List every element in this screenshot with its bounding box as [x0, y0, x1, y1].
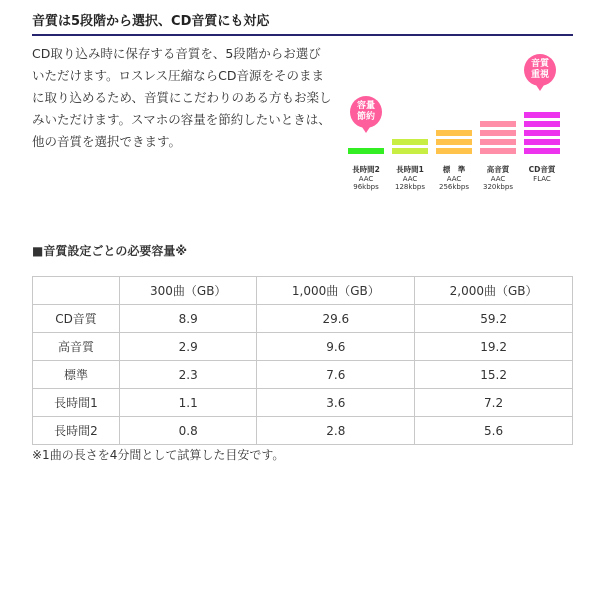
table-row — [33, 417, 573, 445]
table-cell: 8.9 — [120, 305, 257, 333]
table-header-row — [33, 277, 573, 305]
level-bar — [524, 148, 560, 154]
table-cell: 2.9 — [120, 333, 257, 361]
level-bar-stack — [348, 145, 384, 154]
level-label — [522, 166, 562, 183]
level-label — [478, 166, 518, 191]
table-row-label: 長時間2 — [33, 417, 120, 445]
level-bar — [524, 112, 560, 118]
table-row — [33, 333, 573, 361]
level-bar — [524, 121, 560, 127]
table-cell: 2.8 — [257, 417, 415, 445]
footnote: ※1曲の長さを4分間として試算した目安です。 — [32, 448, 285, 462]
level-bar — [480, 148, 516, 154]
table-row — [33, 361, 573, 389]
table-cell: 7.2 — [415, 389, 573, 417]
level-codec: FLAC — [533, 175, 551, 183]
table-row-label: 高音質 — [33, 333, 120, 361]
table-row-label: 標準 — [33, 361, 120, 389]
level-bar-stack — [436, 127, 472, 154]
table-row — [33, 305, 573, 333]
quality-priority-bubble — [524, 54, 556, 86]
intro-paragraph: CD取り込み時に保存する音質を、5段階からお選びいただけます。ロスレス圧縮ならCD音源をそのままに取り込めるため、音質にこだわりのある方もお楽しみいただけます。スマホの容量を節約したいときは、他の音質を選択できます。 — [32, 46, 332, 149]
level-bar-stack — [480, 118, 516, 154]
section-heading: 音質は5段階から選択、CD音質にも対応 — [32, 14, 270, 29]
table-cell: 15.2 — [415, 361, 573, 389]
level-label — [434, 166, 474, 191]
table-cell: 29.6 — [257, 305, 415, 333]
level-name: 長時間1 — [396, 165, 424, 174]
level-bar — [436, 139, 472, 145]
level-bitrate: 320kbps — [483, 183, 513, 191]
table-cell: 3.6 — [257, 389, 415, 417]
level-bar — [480, 139, 516, 145]
level-name: 標 準 — [442, 165, 466, 174]
level-bitrate: 128kbps — [395, 183, 425, 191]
table-cell: 0.8 — [120, 417, 257, 445]
level-bitrate: 96kbps — [353, 183, 379, 191]
table-row-label: 長時間1 — [33, 389, 120, 417]
level-codec: AAC — [358, 175, 374, 183]
bubble-save-line1: 容量 — [356, 101, 375, 111]
capacity-section-title: ■音質設定ごとの必要容量※ — [32, 244, 188, 258]
level-bar — [480, 130, 516, 136]
level-bar — [524, 130, 560, 136]
level-label — [346, 166, 386, 191]
level-bitrate: 256kbps — [439, 183, 469, 191]
save-capacity-bubble — [350, 96, 382, 128]
level-label — [390, 166, 430, 191]
level-codec: AAC — [490, 175, 506, 183]
table-header-cell: 2,000曲（GB） — [415, 277, 573, 305]
bubble-quality-line1: 音質 — [530, 59, 549, 69]
level-bar — [480, 121, 516, 127]
level-bar — [392, 139, 428, 145]
level-bar-stack — [524, 109, 560, 154]
level-bar — [436, 148, 472, 154]
level-name: 長時間2 — [352, 165, 380, 174]
table-cell: 2.3 — [120, 361, 257, 389]
table-cell: 7.6 — [257, 361, 415, 389]
level-name: CD音質 — [528, 165, 556, 174]
level-bar — [348, 148, 384, 154]
table-row-label: CD音質 — [33, 305, 120, 333]
table-cell: 19.2 — [415, 333, 573, 361]
level-codec: AAC — [446, 175, 462, 183]
bubble-quality-line2: 重視 — [530, 70, 549, 80]
table-cell: 1.1 — [120, 389, 257, 417]
level-bar — [524, 139, 560, 145]
bubble-save-line2: 節約 — [356, 112, 375, 122]
table-row — [33, 389, 573, 417]
level-bar-stack — [392, 136, 428, 154]
table-header-cell: 300曲（GB） — [120, 277, 257, 305]
table-header-cell — [33, 277, 120, 305]
level-bar — [436, 130, 472, 136]
heading-divider — [32, 34, 573, 36]
table-header-cell: 1,000曲（GB） — [257, 277, 415, 305]
table-cell: 9.6 — [257, 333, 415, 361]
table-cell: 5.6 — [415, 417, 573, 445]
quality-levels-graphic — [336, 52, 576, 202]
level-name: 高音質 — [486, 165, 510, 174]
capacity-table — [32, 276, 573, 445]
level-bar — [392, 148, 428, 154]
level-codec: AAC — [402, 175, 418, 183]
table-cell: 59.2 — [415, 305, 573, 333]
